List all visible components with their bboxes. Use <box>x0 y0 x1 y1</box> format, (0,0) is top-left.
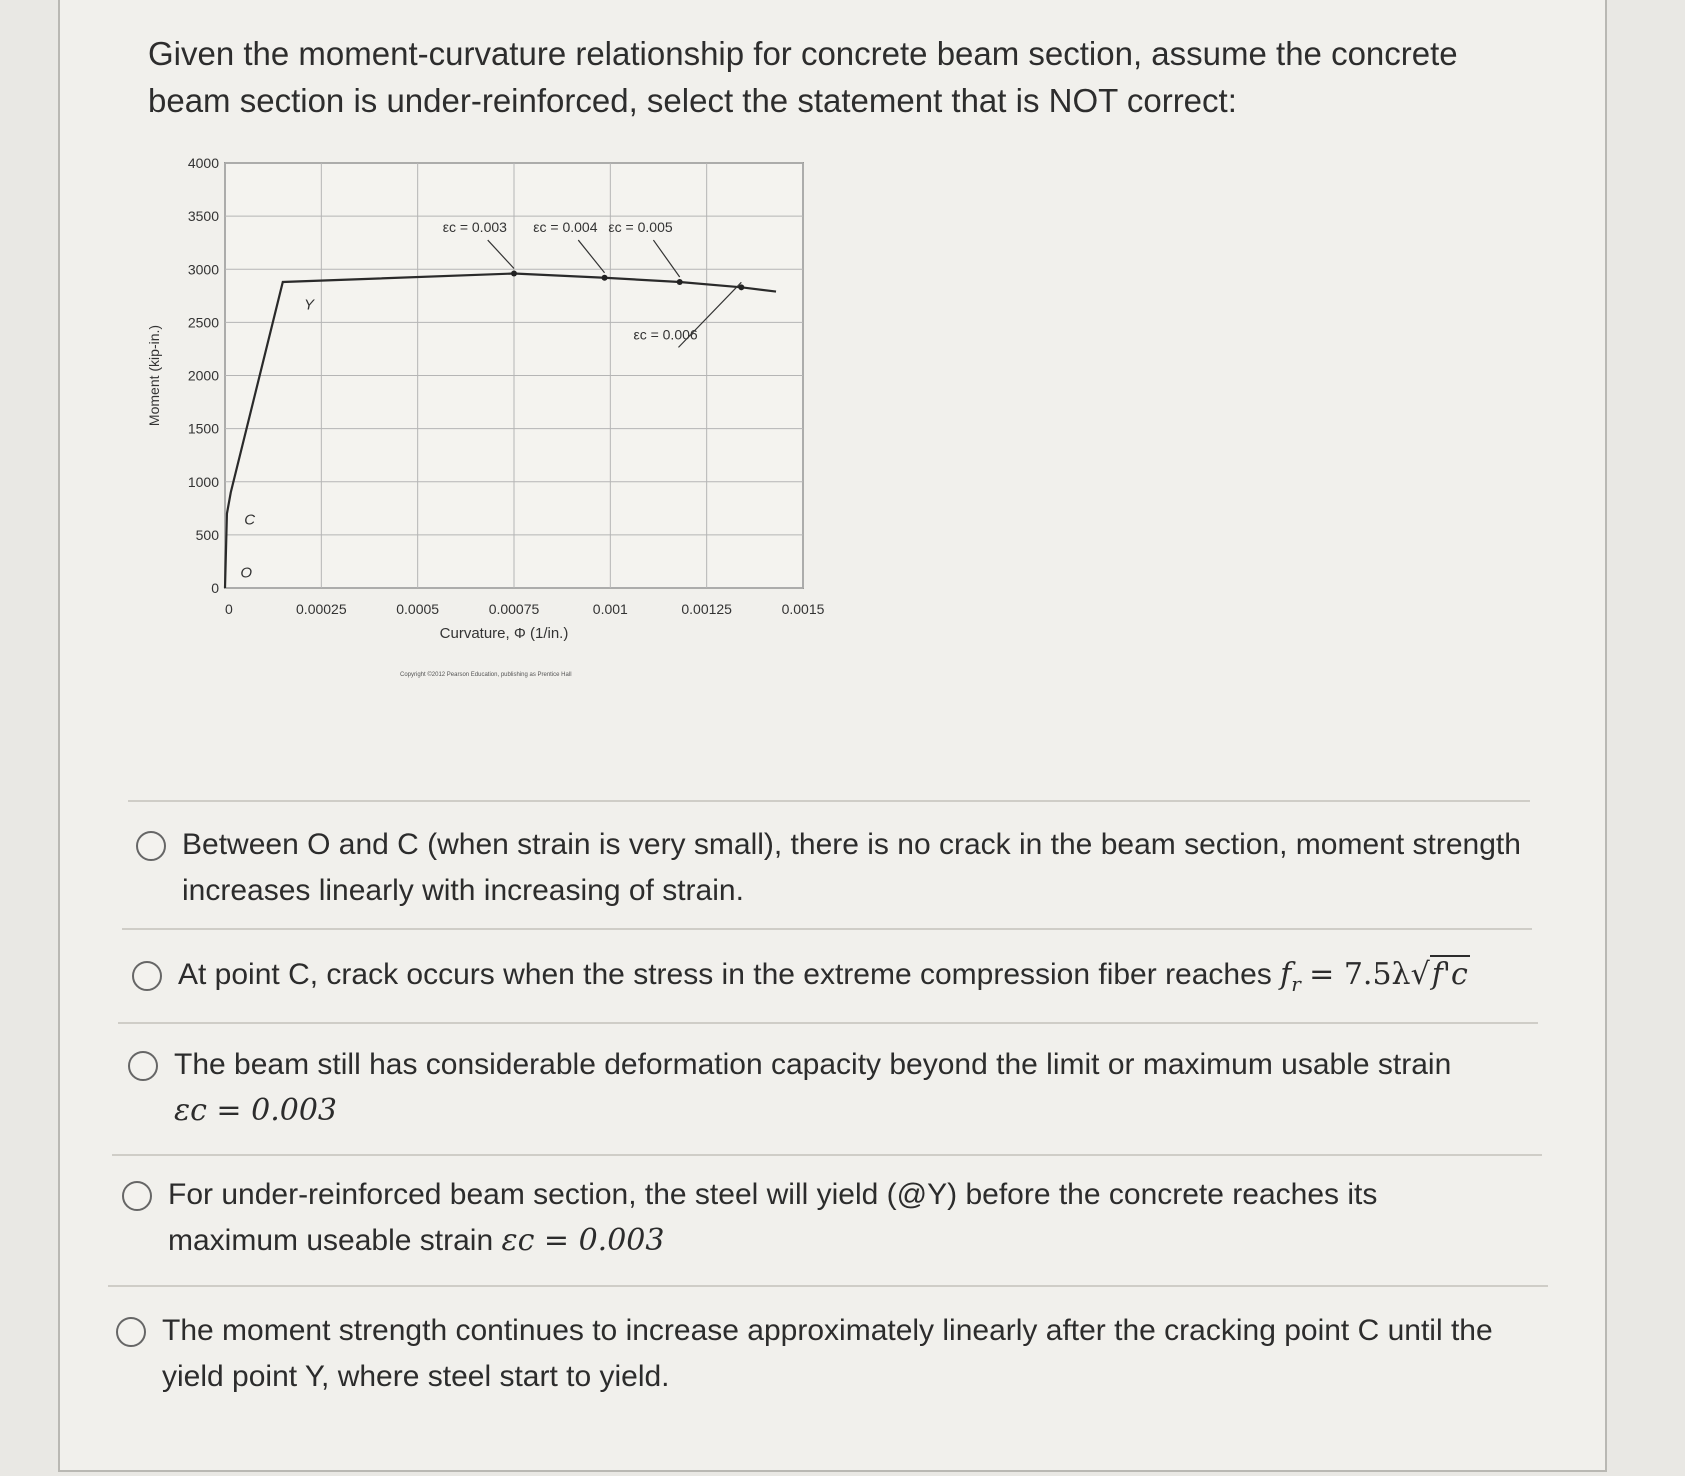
data-point <box>511 271 517 277</box>
sqrt-fc: f'c <box>1431 957 1468 992</box>
y-tick-label: 4000 <box>187 155 219 171</box>
option-3-content <box>174 1042 1451 1134</box>
divider <box>128 800 1530 802</box>
option-3-text: The beam still has considerable deformation capacity beyond the limit or maximum usable strain <box>174 1048 1452 1081</box>
divider <box>118 1022 1538 1024</box>
strain-annotation: εc = 0.005 <box>608 219 673 236</box>
y-axis-title: Moment (kip-in.) <box>146 324 162 427</box>
point-label: O <box>240 564 253 582</box>
fr-formula: = 7.5λ√f'c <box>1309 957 1468 992</box>
radio-button[interactable] <box>116 1317 146 1347</box>
option-4[interactable] <box>122 1172 1462 1264</box>
strain-formula: εc = 0.003 <box>501 1223 665 1258</box>
x-tick-label: 0.0005 <box>396 601 440 617</box>
option-2-content <box>178 952 1470 1007</box>
option-2-text: At point C, crack occurs when the stress in the extreme compression fiber reaches <box>178 958 1281 991</box>
fr-symbol: $f_r$ <box>1280 957 1301 996</box>
y-tick-label: 3000 <box>187 261 219 278</box>
y-tick-label: 0 <box>211 580 219 596</box>
y-tick-label: 2500 <box>187 314 219 331</box>
option-5-text: The moment strength continues to increase approximately linearly after the cracking point C until the yield point Y, where steel start to yield. <box>162 1314 1493 1393</box>
point-label: C <box>244 511 256 529</box>
option-4-content <box>168 1172 1462 1264</box>
data-point <box>677 279 683 285</box>
y-tick-label: 1000 <box>187 473 219 490</box>
x-tick-label: 0.00125 <box>681 601 732 617</box>
x-tick-label: 0 <box>225 601 233 617</box>
moment-curvature-chart <box>145 145 845 678</box>
option-4-text: For under-reinforced beam section, the steel will yield (@Y) before the concrete reaches its maximum useable strain <box>168 1178 1378 1257</box>
y-tick-label: 2000 <box>187 367 219 384</box>
data-point <box>602 275 608 281</box>
radio-button[interactable] <box>132 961 162 991</box>
question-text: Given the moment-curvature relationship for concrete beam section, assume the concrete beam section is under-reinforced, select the statement that is NOT correct: <box>148 35 1458 119</box>
radio-button[interactable] <box>122 1181 152 1211</box>
strain-annotation: εc = 0.006 <box>633 326 698 343</box>
y-tick-label: 500 <box>195 526 219 543</box>
option-3[interactable] <box>128 1042 1508 1134</box>
option-2[interactable] <box>132 952 1552 1007</box>
strain-annotation: εc = 0.004 <box>533 219 598 236</box>
divider <box>108 1285 1548 1287</box>
x-axis-title: Curvature, Φ (1/in.) <box>439 625 569 642</box>
divider <box>112 1154 1542 1156</box>
strain-formula: εc = 0.003 <box>174 1093 337 1128</box>
x-tick-label: 0.00075 <box>488 601 540 617</box>
x-tick-label: 0.0015 <box>781 601 825 617</box>
y-tick-label: 1500 <box>187 420 219 437</box>
x-tick-label: 0.001 <box>592 601 628 617</box>
option-5[interactable] <box>116 1308 1516 1400</box>
copyright-text: Copyright ©2012 Pearson Education, publishing as Prentice Hall <box>400 672 572 678</box>
strain-annotation: εc = 0.003 <box>442 219 507 236</box>
radio-button[interactable] <box>128 1051 158 1081</box>
option-1[interactable] <box>136 822 1526 914</box>
x-tick-label: 0.00025 <box>296 601 347 617</box>
point-label: Y <box>303 296 315 314</box>
radio-button[interactable] <box>136 831 166 861</box>
divider <box>122 928 1532 930</box>
y-tick-label: 3500 <box>187 208 219 225</box>
option-1-text: Between O and C (when strain is very small), there is no crack in the beam section, moment strength increases linearly with increasing of strain. <box>182 828 1521 907</box>
